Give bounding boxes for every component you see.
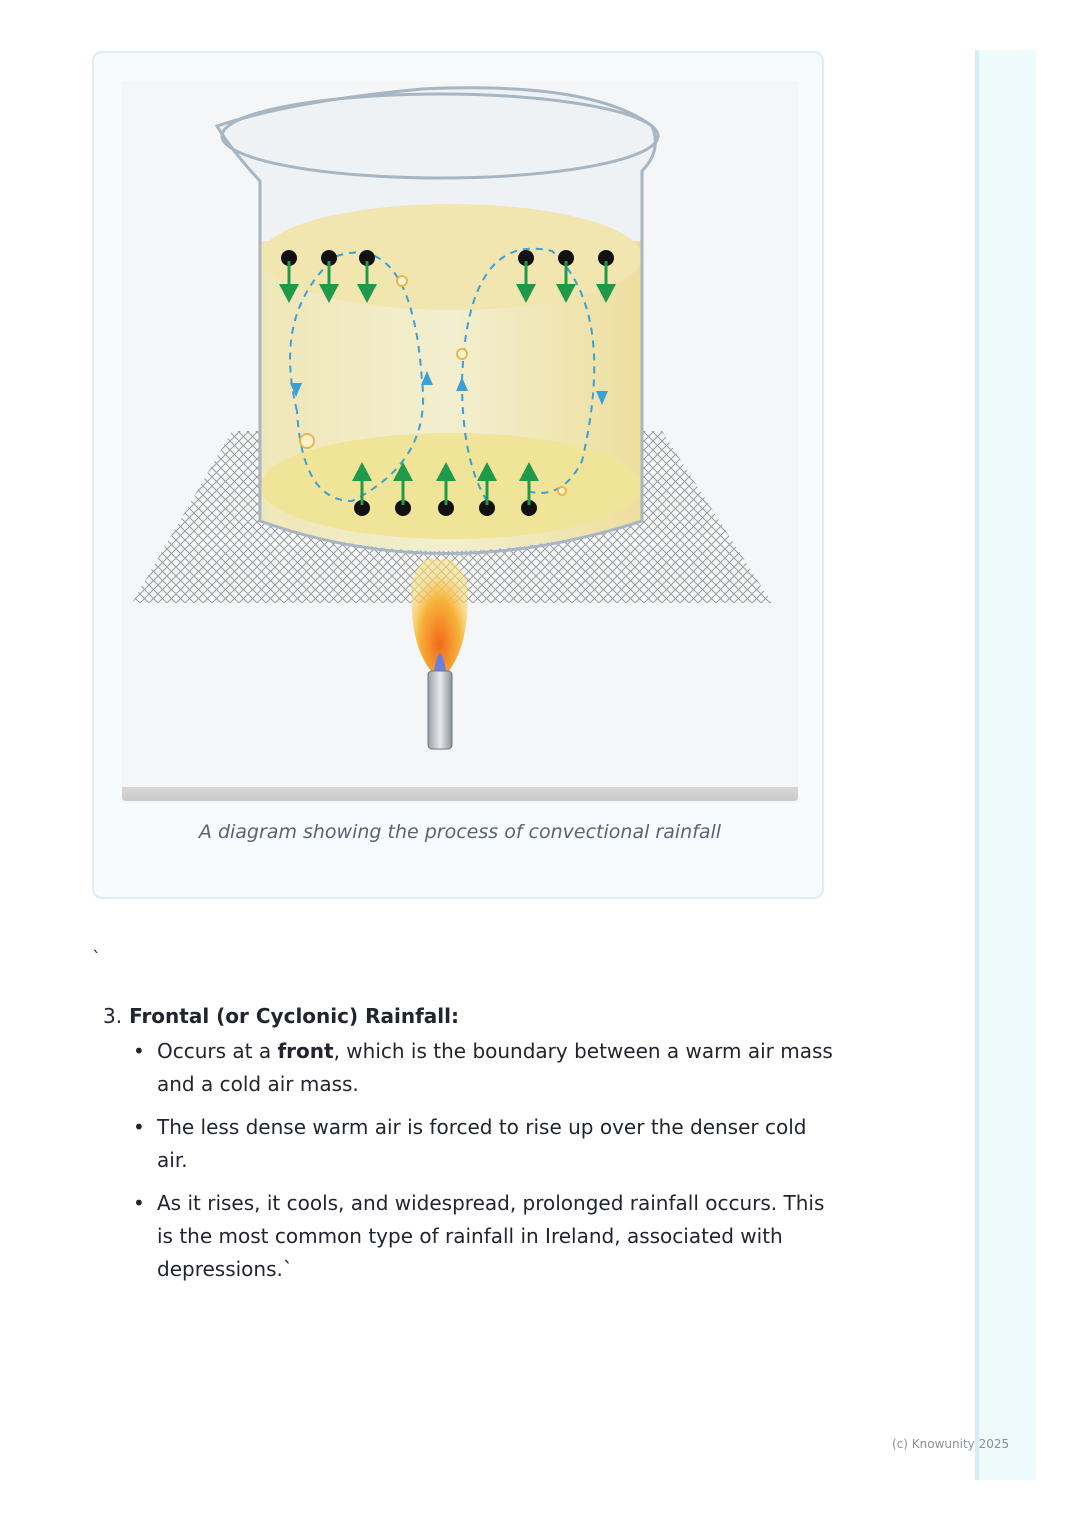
list-item: • The less dense warm air is forced to rise up over the denser cold air. [157, 1111, 843, 1177]
list-item: • Occurs at a front, which is the boundary between a warm air mass and a cold air mass. [157, 1035, 843, 1101]
beaker-illustration-icon [122, 81, 798, 801]
list-item: • As it rises, it cools, and widespread, prolonged rainfall occurs. This is the most common type of rainfall in Ireland, associated with depressions.` [157, 1187, 843, 1286]
figure-shelf [122, 787, 798, 801]
convection-diagram [122, 81, 798, 801]
section-frontal-rainfall [103, 1000, 843, 1296]
stray-mark: ` [92, 948, 101, 969]
bullet-list [103, 1035, 843, 1286]
bunsen-burner [428, 671, 452, 749]
footer-copyright: (c) Knowunity 2025 [892, 1437, 1010, 1451]
figure-caption: A diagram showing the process of convectional rainfall [198, 821, 722, 843]
section-heading: 3. Frontal (or Cyclonic) Rainfall: [103, 1004, 459, 1028]
right-margin-strip [975, 50, 1036, 1480]
figure-card [92, 51, 824, 899]
